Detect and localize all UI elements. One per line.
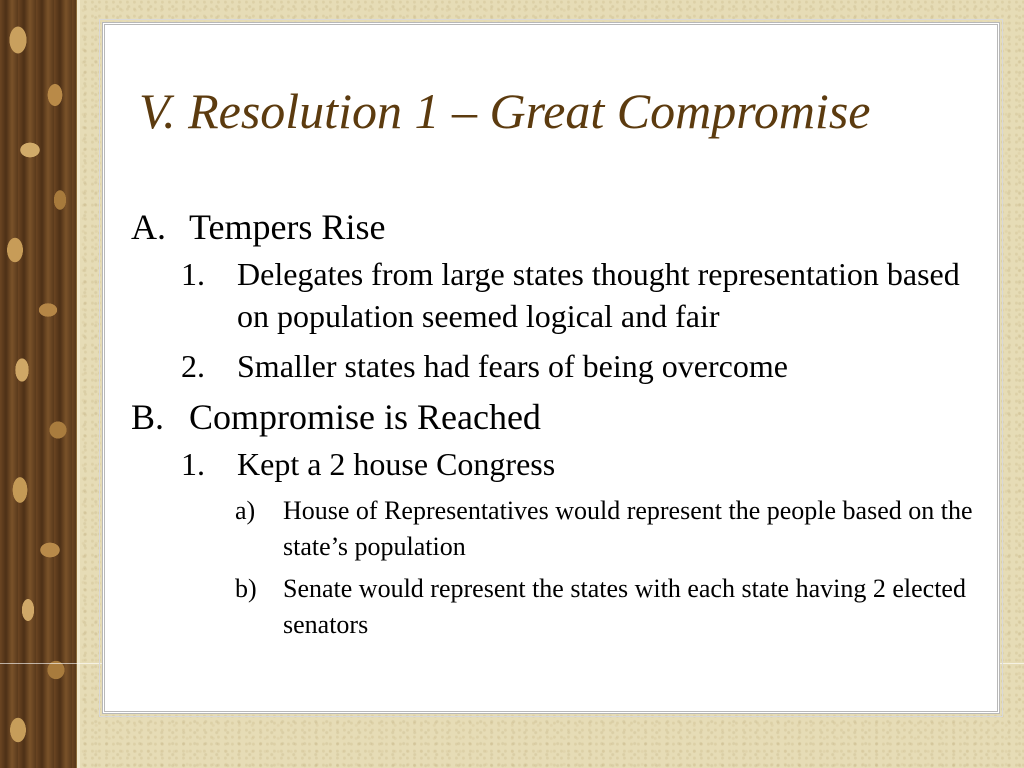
outline-text: Delegates from large states thought representation based on population seemed logical and fair (237, 256, 960, 334)
outline-sub-subitem (131, 493, 981, 565)
outline-heading: Tempers Rise (189, 207, 386, 247)
outline-subitem (131, 443, 981, 485)
slide-outline (131, 205, 981, 649)
slide-panel (102, 22, 1000, 714)
outline-item-b (131, 395, 981, 439)
outline-item-a (131, 205, 981, 249)
decorative-strip-border (76, 0, 80, 768)
outline-marker: A. (131, 207, 166, 247)
outline-marker: 1. (181, 446, 205, 482)
outline-marker: 1. (181, 256, 205, 292)
outline-marker: 2. (181, 348, 205, 384)
outline-text: House of Representatives would represent the people based on the state’s population (283, 496, 973, 561)
outline-sub-subitem (131, 571, 981, 643)
decorative-left-strip (0, 0, 76, 768)
outline-marker: b) (235, 574, 257, 603)
outline-text: Kept a 2 house Congress (237, 446, 556, 482)
slide-title: V. Resolution 1 – Great Compromise (139, 83, 871, 139)
outline-subitem (131, 345, 981, 387)
outline-marker: B. (131, 397, 165, 437)
outline-text: Senate would represent the states with each state having 2 elected senators (283, 574, 966, 639)
outline-text: Smaller states had fears of being overcome (237, 348, 788, 384)
outline-subitem (131, 253, 981, 337)
outline-heading: Compromise is Reached (189, 397, 541, 437)
outline-marker: a) (235, 496, 256, 525)
